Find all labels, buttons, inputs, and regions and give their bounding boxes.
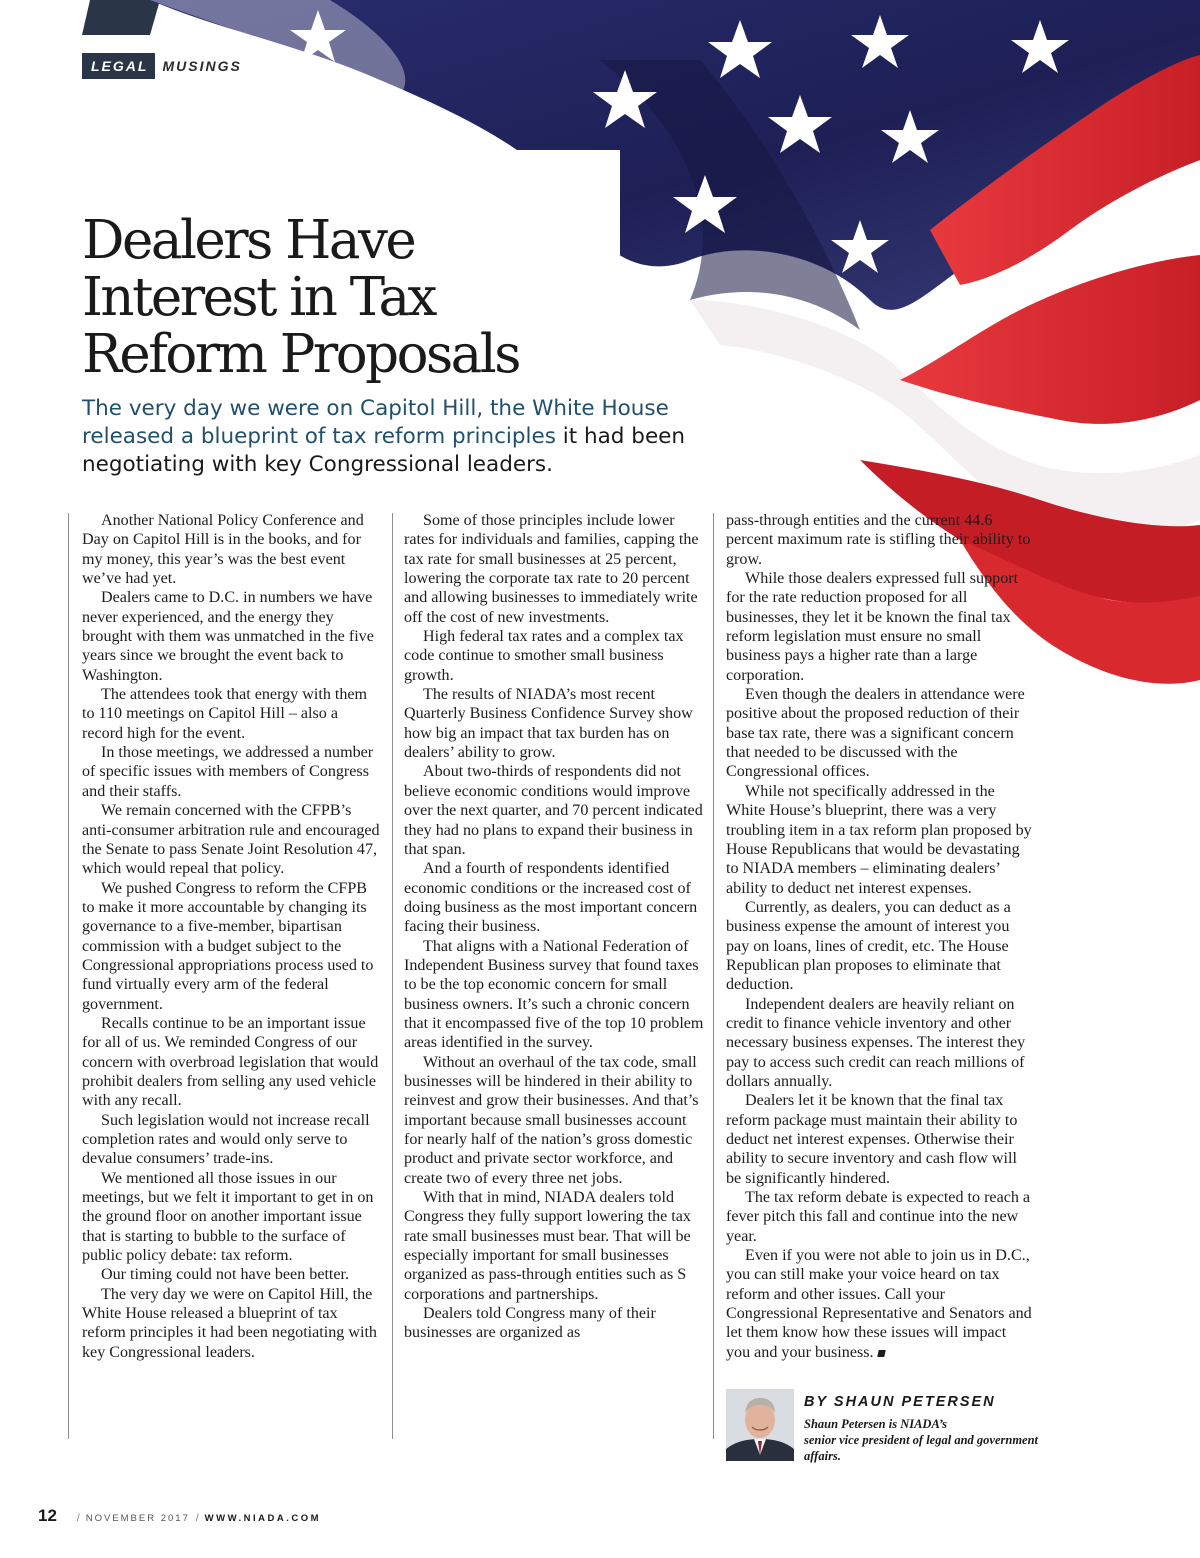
body-paragraph: Recalls continue to be an important issue for all of us. We reminded Congress of our concern with overbroad legislation that would prohibit dealers from selling any used vehicle with any recall. <box>82 1014 379 1110</box>
body-paragraph: High federal tax rates and a complex tax code continue to smother small business growth. <box>404 628 684 684</box>
headline-line: Dealers Have <box>82 210 415 271</box>
column-rule <box>392 513 393 1439</box>
body-paragraph: About two-thirds of respondents did not believe economic conditions would improve over the next quarter, and 70 percent indicated they had no plans to expand their business in that span. <box>404 763 703 858</box>
article-deck <box>82 395 762 479</box>
body-paragraph: While those dealers expressed full support for the rate reduction proposed for all businesses, they let it be known the final tax reform legislation must ensure no small business pays a higher rate than a large corporation. <box>726 570 1019 684</box>
end-mark-icon <box>877 1350 885 1357</box>
body-paragraph: We pushed Congress to reform the CFPB to make it more accountable by changing its governance to a five-member, bipartisan commission with a budget subject to the Congressional appropriations process used to fund virtually every arm of the federal government. <box>82 879 374 1013</box>
body-paragraph: Dealers came to D.C. in numbers we have never experienced, and the energy they brought with them was unmatched in the five years since we brought the event back to Washington. <box>82 589 374 684</box>
column-rule <box>713 513 714 1439</box>
body-paragraph: We remain concerned with the CFPB’s anti-consumer arbitration rule and encouraged the Senate to pass Senate Joint Resolution 47, which would repeal that policy. <box>82 802 380 878</box>
body-paragraph: pass-through entities and the current 44.6 percent maximum rate is stifling their ability to grow. <box>726 512 1031 568</box>
author-bio-line: Shaun Petersen is NIADA’s <box>804 1417 947 1431</box>
body-paragraph: While not specifically addressed in the White House’s blueprint, there was a very troubling item in a tax reform plan proposed by House Republicans that would be devastating to NIADA members – eliminating dealers’ ability to deduct net interest expenses. <box>726 782 1032 897</box>
body-paragraph: The attendees took that energy with them to 110 meetings on Capitol Hill – also a record high for the event. <box>82 686 368 742</box>
deck-highlight: The very day we were on Capitol Hill, the White House <box>82 396 669 421</box>
body-paragraph: Dealers let it be known that the final tax reform package must maintain their ability to deduct net interest expenses. Otherwise their ability to secure inventory and cash flow will be significantly hindered. <box>726 1092 1018 1187</box>
body-paragraph: Currently, as dealers, you can deduct as a business expense the amount of interest you pay on loans, lines of credit, etc. The House Republican plan proposes to eliminate that deduction. <box>726 898 1011 994</box>
article-headline <box>82 212 702 383</box>
headline-line: Reform Proposals <box>82 324 519 385</box>
body-paragraph: Independent dealers are heavily reliant on credit to finance vehicle inventory and other necessary business expenses. The interest they pay to access such credit can reach millions of dollars annually. <box>726 995 1026 1090</box>
section-tag-secondary: MUSINGS <box>162 57 242 74</box>
body-paragraph: The tax reform debate is expected to reach a fever pitch this fall and continue into the new year. <box>726 1189 1031 1245</box>
body-paragraph: Some of those principles include lower rates for individuals and families, capping the tax rate for small businesses at 25 percent, lowering the corporate tax rate to 20 percent and allowing businesses to immediately write off the cost of new investments. <box>404 512 699 626</box>
author-bio-line: senior vice president of legal and government affairs. <box>804 1433 1039 1463</box>
body-paragraph: That aligns with a National Federation of Independent Business survey that found taxes to be the top economic concern for small business owners. It’s such a chronic concern that it encompassed five of the top 10 problem areas identified in the survey. <box>404 937 704 1052</box>
body-paragraph: We mentioned all those issues in our meetings, but we felt it important to get in on the ground floor on another important issue that is starting to bubble to the surface of public policy debate: tax reform. <box>82 1169 374 1265</box>
section-tag-primary: LEGAL <box>82 53 155 79</box>
body-paragraph: Even if you were not able to join us in D.C., you can still make your voice heard on tax reform and other issues. Call your Congressional Representative and Senators and let them know how these issues will impact you and your business. <box>726 1247 1032 1361</box>
website-link[interactable]: WWW.NIADA.COM <box>204 1513 322 1524</box>
author-bio <box>804 1416 1074 1464</box>
headline-line: Interest in Tax <box>82 267 435 328</box>
body-paragraph: With that in mind, NIADA dealers told Congress they fully support lowering the tax rate small businesses must bear. That will be especially important for small businesses organized as pass-through entities such as S corporations and partnerships. <box>404 1189 691 1303</box>
issue-date: NOVEMBER 2017 <box>85 1513 190 1524</box>
body-paragraph: And a fourth of respondents identified economic conditions or the increased cost of doing business as the most important concern facing their business. <box>404 860 698 936</box>
column-rule <box>68 513 69 1439</box>
body-paragraph: The very day we were on Capitol Hill, the White House released a blueprint of tax reform principles it had been negotiating with key Congressional leaders. <box>82 1285 377 1361</box>
body-paragraph: In those meetings, we addressed a number of specific issues with members of Congress and their staffs. <box>82 744 374 800</box>
body-paragraph: Such legislation would not increase recall completion rates and would only serve to devalue consumers’ trade-ins. <box>82 1111 370 1168</box>
page-number: 12 <box>38 1506 57 1525</box>
author-box <box>726 1389 1066 1461</box>
deck-text: it had been <box>555 424 686 449</box>
body-paragraph: The results of NIADA’s most recent Quarterly Business Confidence Survey show how big an impact that tax burden has on dealers’ ability to grow. <box>404 686 693 762</box>
body-paragraph: Without an overhaul of the tax code, small businesses will be hindered in their ability to reinvest and grow their businesses. And that’s important because small businesses account for nearly half of the nation’s gross domestic product and private sector workforce, and create two of every three net jobs. <box>404 1053 699 1187</box>
deck-text: negotiating with key Congressional leaders. <box>82 452 553 477</box>
body-column-2 <box>404 511 704 1343</box>
body-column-3 <box>726 511 1032 1362</box>
body-paragraph: Another National Policy Conference and Day on Capitol Hill is in the books, and for my money, this year’s was the best event we’ve had yet. <box>82 512 364 588</box>
body-column-1 <box>82 511 382 1362</box>
author-photo <box>726 1389 794 1461</box>
author-byline: BY SHAUN PETERSEN <box>804 1394 996 1410</box>
page-footer <box>38 1506 321 1526</box>
body-paragraph: Our timing could not have been better. <box>101 1266 350 1284</box>
footer-separator: / <box>76 1513 80 1524</box>
body-paragraph: Dealers told Congress many of their businesses are organized as <box>404 1305 656 1342</box>
body-paragraph: Even though the dealers in attendance were positive about the proposed reduction of their base tax rate, there was a significant concern that needed to be discussed with the Congressional offices. <box>726 686 1025 781</box>
footer-separator: / <box>195 1513 199 1524</box>
deck-highlight: released a blueprint of tax reform principles <box>82 424 556 449</box>
section-tag <box>82 52 242 79</box>
